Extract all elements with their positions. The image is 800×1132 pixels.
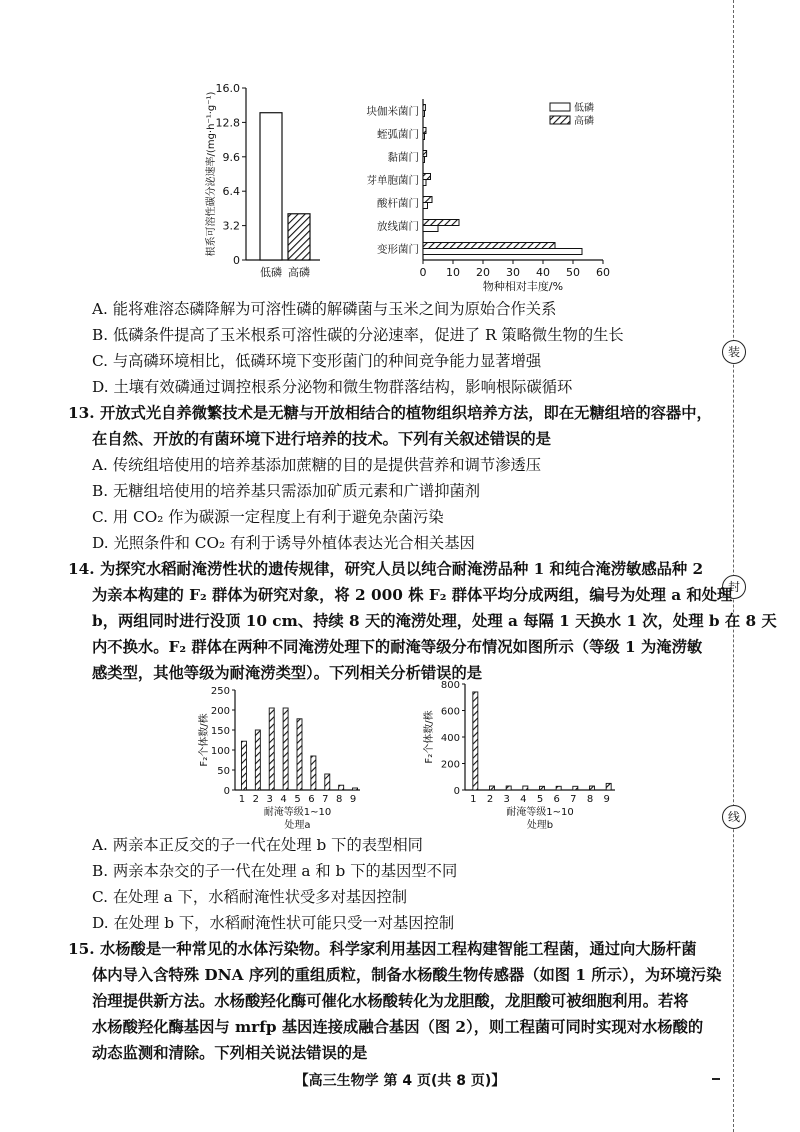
bar-grade-8 — [339, 785, 344, 790]
x-tick-label: 1 — [238, 794, 246, 805]
x-tick-label: 9 — [349, 794, 357, 805]
q14-treatment-a-chart — [195, 682, 370, 830]
y-tick-label: 16.0 — [215, 82, 240, 95]
bar-grade-4 — [523, 786, 528, 790]
binding-mark-xian: 线 — [722, 805, 746, 829]
bar-grade-9 — [353, 788, 358, 790]
x-axis-label: 物种相对丰度/% — [482, 280, 564, 293]
q14-option-b: B. 两亲本杂交的子一代在处理 a 和 b 下的基因型不同 — [92, 862, 458, 880]
x-tick-label: 30 — [506, 266, 520, 279]
binding-mark-feng: 封 — [722, 575, 746, 599]
q14-stem-line-1: 14. 为探究水稻耐淹涝性状的遗传规律，研究人员以纯合耐淹涝品种 1 和纯合淹涝敏感品种 2 — [68, 560, 704, 578]
x-axis-label: 耐淹等级1~10 — [506, 807, 574, 818]
bar-grade-9 — [606, 783, 611, 790]
bar-低磷-芽单胞菌门 — [423, 180, 426, 186]
q12-option-d: D. 土壤有效磷通过调控根系分泌物和微生物群落结构，影响根际碳循环 — [92, 378, 573, 396]
q12-option-a: A. 能将难溶态磷降解为可溶性磷的解磷菌与玉米之间为原始合作关系 — [92, 300, 557, 318]
bar-grade-2 — [490, 786, 495, 790]
y-tick-label: 9.6 — [222, 150, 240, 164]
bar-高磷-黏菌门 — [423, 151, 427, 157]
y-tick-label: 0 — [233, 254, 240, 267]
legend-label-low: 低磷 — [574, 103, 594, 114]
x-tick-label: 7 — [570, 794, 577, 805]
q15-stem-line-3: 治理提供新方法。水杨酸羟化酶可催化水杨酸转化为龙胆酸，龙胆酸可被细胞利用。若将 — [92, 992, 689, 1010]
x-tick-label: 6 — [308, 794, 315, 805]
x-axis-label: 耐淹等级1~10 — [263, 807, 332, 818]
y-tick-label: 100 — [210, 746, 230, 757]
x-tick-label: 5 — [536, 794, 544, 805]
y-tick-label: 250 — [210, 686, 230, 697]
bar-低磷-黏菌门 — [423, 157, 425, 163]
q12-secretion-rate-chart — [200, 78, 330, 283]
bar-grade-3 — [269, 708, 274, 790]
bar-高磷-块伽米菌门 — [423, 105, 425, 111]
bar-高磷 — [288, 214, 310, 260]
y-axis-label: F₂个体数/株 — [199, 713, 210, 767]
q13-option-b: B. 无糖组培使用的培养基只需添加矿质元素和广谱抑菌剂 — [92, 482, 481, 500]
y-tick-label: 200 — [210, 706, 230, 717]
bar-低磷-变形菌门 — [423, 249, 582, 255]
x-tick-label: 60 — [596, 266, 610, 279]
legend-label-high: 高磷 — [574, 116, 594, 127]
y-tick-label: 800 — [440, 680, 460, 691]
y-axis-label: F₂个体数/株 — [424, 710, 435, 764]
page-footer: 【高三生物学 第 4 页(共 8 页)】 — [294, 1073, 506, 1089]
q13-option-c: C. 用 CO₂ 作为碳源一定程度上有利于避免杂菌污染 — [92, 508, 444, 526]
x-tick-label: 低磷 — [260, 266, 282, 279]
x-tick-label: 0 — [419, 266, 427, 279]
y-axis-label: 根系可溶性碳分泌速率/(mg·h⁻¹·g⁻¹) — [206, 91, 217, 257]
bar-grade-6 — [556, 786, 561, 790]
q13-option-d: D. 光照条件和 CO₂ 有利于诱导外植体表达光合相关基因 — [92, 534, 475, 552]
bar-高磷-芽单胞菌门 — [423, 174, 431, 180]
x-tick-label: 8 — [586, 794, 594, 805]
bar-高磷-变形菌门 — [423, 243, 555, 249]
y-tick-label: 3.2 — [222, 219, 240, 233]
bar-高磷-蛭弧菌门 — [423, 128, 426, 134]
bar-grade-5 — [540, 786, 545, 790]
q15-stem-line-1: 15. 水杨酸是一种常见的水体污染物。科学家利用基因工程构建智能工程菌，通过向大肠杆菌 — [68, 940, 697, 958]
y-tick-label: 150 — [210, 726, 230, 737]
binding-mark-zhuang: 装 — [722, 340, 746, 364]
x-tick-label: 9 — [603, 794, 610, 805]
bar-grade-1 — [473, 692, 478, 790]
category-label: 黏菌门 — [387, 151, 419, 164]
x-tick-label: 50 — [566, 266, 580, 279]
q12-option-c: C. 与高磷环境相比，低磷环境下变形菌门的种间竞争能力显著增强 — [92, 352, 542, 370]
bar-高磷-放线菌门 — [423, 220, 459, 226]
bar-高磷-酸杆菌门 — [423, 197, 432, 203]
y-tick-label: 400 — [440, 733, 460, 744]
x-tick-label: 3 — [266, 794, 273, 805]
q12-species-abundance-chart — [355, 95, 625, 293]
chart-caption: 处理b — [526, 820, 554, 831]
x-tick-label: 20 — [476, 266, 490, 279]
q14-option-a: A. 两亲本正反交的子一代在处理 b 下的表型相同 — [92, 836, 423, 854]
x-tick-label: 5 — [294, 794, 301, 805]
x-tick-label: 40 — [536, 266, 550, 279]
q14-stem-line-4: 内不换水。F₂ 群体在两种不同淹涝处理下的耐淹等级分布情况如图所示（等级 1 为淹涝敏 — [92, 638, 703, 656]
bar-grade-3 — [506, 786, 511, 790]
x-tick-label: 10 — [446, 266, 460, 279]
q15-stem-line-2: 体内导入含特殊 DNA 序列的重组质粒，制备水杨酸生物传感器（如图 1 所示），为环境污染 — [92, 966, 722, 984]
category-label: 芽单胞菌门 — [366, 174, 419, 187]
x-tick-label: 7 — [322, 794, 329, 805]
binding-line — [733, 0, 734, 1132]
category-label: 放线菌门 — [377, 220, 419, 233]
bar-grade-7 — [325, 774, 330, 790]
y-tick-label: 0 — [453, 786, 460, 797]
bar-grade-7 — [573, 786, 578, 790]
y-tick-label: 600 — [440, 706, 460, 718]
bar-低磷-酸杆菌门 — [423, 203, 428, 209]
category-label: 酸杆菌门 — [377, 197, 419, 210]
y-tick-label: 12.8 — [215, 116, 240, 130]
bar-grade-4 — [283, 708, 288, 790]
legend-swatch-high — [550, 116, 570, 124]
x-tick-label: 6 — [553, 794, 560, 805]
category-label: 块伽米菌门 — [366, 105, 419, 118]
bar-grade-6 — [311, 756, 316, 790]
q13-stem-line-1: 13. 开放式光自养微繁技术是无糖与开放相结合的植物组织培养方法，即在无糖组培的容器中， — [68, 404, 712, 422]
x-tick-label: 8 — [335, 794, 343, 805]
y-tick-label: 0 — [223, 786, 230, 797]
q13-stem-line-2: 在自然、开放的有菌环境下进行培养的技术。下列有关叙述错误的是 — [92, 430, 551, 448]
bar-低磷-块伽米菌门 — [423, 111, 425, 117]
bar-grade-1 — [241, 741, 246, 790]
x-tick-label: 2 — [252, 794, 260, 805]
x-tick-label: 高磷 — [288, 266, 310, 279]
x-tick-label: 3 — [503, 794, 510, 805]
q14-stem-line-3: b，两组同时进行没顶 10 cm、持续 8 天的淹涝处理，处理 a 每隔 1 天换水 1 次，处理 b 在 8 天 — [92, 612, 777, 630]
bar-低磷-放线菌门 — [423, 226, 438, 232]
footer-mark — [712, 1078, 720, 1080]
q12-option-b: B. 低磷条件提高了玉米根系可溶性碳的分泌速率，促进了 R 策略微生物的生长 — [92, 326, 624, 344]
q15-stem-line-4: 水杨酸羟化酶基因与 mrfp 基因连接成融合基因（图 2），则工程菌可同时实现对水杨酸的 — [92, 1018, 704, 1036]
category-label: 变形菌门 — [377, 243, 419, 256]
x-tick-label: 4 — [520, 794, 527, 805]
q14-option-d: D. 在处理 b 下，水稻耐淹性状可能只受一对基因控制 — [92, 914, 455, 932]
y-tick-label: 200 — [440, 759, 460, 771]
q14-stem-line-2: 为亲本构建的 F₂ 群体为研究对象，将 2 000 株 F₂ 群体平均分成两组，编号为处理 a 和处理 — [92, 586, 733, 604]
q14-stem-line-5: 感类型，其他等级为耐淹涝类型）。下列相关分析错误的是 — [92, 664, 483, 682]
bar-低磷 — [260, 113, 282, 260]
chart-caption: 处理a — [284, 820, 311, 831]
category-label: 蛭弧菌门 — [377, 128, 419, 141]
x-tick-label: 2 — [486, 794, 494, 805]
q14-treatment-b-chart — [420, 676, 620, 830]
legend-swatch-low — [550, 103, 570, 111]
q15-stem-line-5: 动态监测和清除。下列相关说法错误的是 — [92, 1044, 368, 1062]
x-tick-label: 1 — [470, 794, 477, 805]
y-tick-label: 50 — [217, 766, 230, 777]
x-tick-label: 4 — [280, 794, 287, 805]
q13-option-a: A. 传统组培使用的培养基添加蔗糖的目的是提供营养和调节渗透压 — [92, 456, 542, 474]
bar-grade-8 — [590, 786, 595, 790]
bar-grade-2 — [255, 730, 260, 790]
bar-低磷-蛭弧菌门 — [423, 134, 425, 140]
y-tick-label: 6.4 — [222, 185, 240, 199]
bar-grade-5 — [297, 719, 302, 790]
q14-option-c: C. 在处理 a 下，水稻耐淹性状受多对基因控制 — [92, 888, 408, 906]
